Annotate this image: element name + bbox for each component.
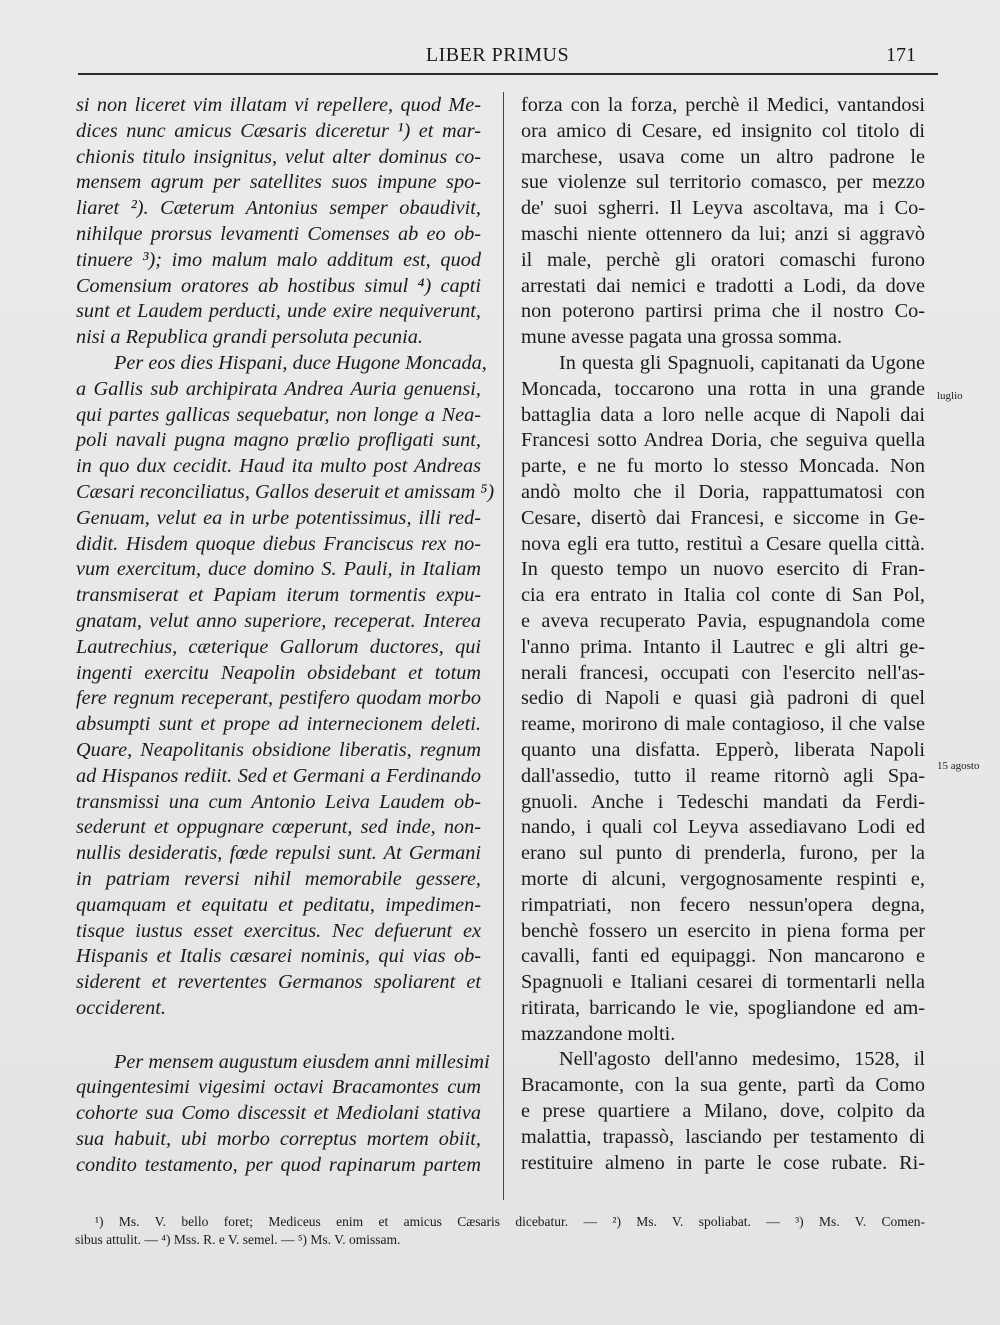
latin-line: sederunt et oppugnare cœperunt, sed inde, non- [76, 816, 481, 839]
running-title: LIBER PRIMUS [425, 44, 570, 66]
italian-line: Cesare, disertò dai Francesi, e siccome in Ge- [521, 506, 925, 529]
italian-line: Nell'agosto dell'anno medesimo, 1528, il [559, 1048, 925, 1071]
latin-line: si non liceret vim illatam vi repellere, quod Me- [76, 94, 481, 116]
italian-line: sue violenze sul territorio comasco, per mezzo [521, 171, 925, 194]
running-head [75, 44, 920, 70]
latin-line: vum exercitum, duce domino S. Pauli, in Italiam [76, 558, 481, 581]
latin-column [76, 93, 495, 1179]
italian-line: ritirata, barricando le vie, spogliandone ed am- [521, 996, 925, 1019]
latin-line: nihilque prorsus levamenti Comenses ab eo ob- [76, 222, 481, 245]
latin-line: fere regnum receperant, pestifero quodam morbo [76, 687, 481, 710]
italian-line: Moncada, toccarono una rotta in una grande [521, 377, 925, 400]
latin-line: ingenti exercitu Neapolin obsidebant et totum [76, 661, 481, 684]
italian-line: mune avesse pagata una grossa somma. [521, 326, 843, 349]
italian-line: ora amico di Cesare, ed insignito col titolo di [521, 119, 925, 142]
footnotes [75, 1213, 925, 1249]
latin-line: in patriam reversi nihil memorabile gessere, [76, 867, 481, 890]
italian-line: nando, i quali col Leyva assediavano Lodi ed [521, 816, 925, 839]
latin-line: quamquam et equitatu et peditatu, impedimen- [76, 893, 481, 916]
italian-line: dall'assedio, tutto il reame ritornò agli Spa- [521, 764, 925, 787]
paragraph-gap [76, 1022, 481, 1050]
latin-line: sua habuit, ubi morbo correptus mortem obiit, [76, 1128, 481, 1151]
italian-line: benchè fossero un esercito in piena forma per [521, 919, 925, 942]
italian-line: morte di alcuni, vergognosamente respinti e, [521, 867, 925, 890]
footnote-line: sibus attulit. — ⁴) Mss. R. e V. semel. — ⁵) Ms. V. omissam. [75, 1232, 401, 1247]
italian-line: erano sul punto di prenderla, furono, per la [521, 842, 925, 865]
italian-line: In questo tempo un nuovo esercito di Fran- [521, 558, 925, 581]
latin-line: tinuere ³); imo malum malo additum est, quod [76, 248, 481, 271]
page-number: 171 [886, 44, 916, 66]
latin-line: cohorte sua Como discessit et Mediolani stativa [76, 1102, 481, 1125]
latin-line: absumpti sunt et prope ad internecionem deleti. [76, 713, 481, 736]
italian-line: nerali francesi, occupati con l'esercito nell'as- [521, 661, 925, 684]
latin-line: Quare, Neapolitanis obsidione liberatis, regnum [76, 738, 481, 761]
italian-line: de' suoi sgherri. Il Leyva ascoltava, ma i Co- [521, 197, 925, 220]
latin-line: nisi a Republica grandi persoluta pecunia. [76, 326, 423, 349]
latin-line: gnatam, velut anno superiore, receperat. Interea [76, 609, 481, 632]
italian-line: restituire almeno in parte le cose rubate. Ri- [521, 1151, 925, 1174]
latin-line: chionis titulo insignitus, velut alter dominus co- [76, 145, 481, 168]
latin-line: qui partes gallicas sequebatur, non longe a Nea- [76, 403, 481, 426]
italian-line: cavalli, fanti ed equipaggi. Non mancarono e [521, 945, 925, 968]
italian-line: Bracamonte, con la sua gente, partì da Como [521, 1074, 925, 1097]
margin-note-agosto: 15 agosto [937, 760, 980, 772]
latin-line: a Gallis sub archipirata Andrea Auria genuensi, [76, 377, 481, 400]
latin-line: Comensium oratores ab hostibus simul ⁴) capti [76, 274, 481, 297]
italian-line: gnuoli. Anche i Tedeschi mandati da Ferdi- [521, 790, 925, 813]
latin-line: in quo dux cecidit. Haud ita multo post Andreas [76, 455, 481, 478]
latin-line: transmissi una cum Antonio Leiva Laudem ob- [76, 790, 481, 813]
italian-line: l'anno prima. Intanto il Lautrec e gli altri ge- [521, 635, 925, 658]
italian-line: In questa gli Spagnuoli, capitanati da Ugone [559, 351, 925, 374]
latin-line: siderent et revertentes Germanos spoliarent et [76, 971, 481, 994]
italian-column [521, 93, 925, 1176]
latin-line: tisque iustus esset exercitus. Nec defuerunt ex [76, 919, 481, 942]
italian-line: mazzandone molti. [521, 1022, 676, 1045]
latin-line: Lautrechius, cæterique Gallorum ductores, qui [76, 635, 481, 658]
latin-line: dices nunc amicus Cæsaris diceretur ¹) et mar- [76, 119, 481, 142]
latin-line: Hispanis et Italis cæsarei nominis, qui vias ob- [76, 945, 481, 968]
italian-line: quanto una disfatta. Epperò, liberata Napoli [521, 738, 925, 761]
italian-line: e aveva recuperato Pavia, espugnandola come [521, 609, 925, 632]
latin-line: ad Hispanos rediit. Sed et Germani a Ferdinando [76, 764, 481, 787]
italian-line: maschi niente ottennero da lui; anzi si aggravò [521, 222, 925, 245]
latin-line: occiderent. [76, 996, 166, 1019]
italian-line: marchese, usava come un altro padrone le [521, 145, 925, 168]
latin-line: Per eos dies Hispani, duce Hugone Moncada, [114, 351, 487, 374]
latin-line: Per mensem augustum eiusdem anni millesimi [114, 1050, 490, 1073]
latin-line: poli navali pugna magno prœlio profligati sunt, [76, 429, 481, 452]
margin-note-luglio: luglio [937, 390, 963, 402]
latin-line: liaret ²). Cæterum Antonius semper obaudivit, [76, 197, 481, 220]
latin-line: nullis desideratis, fœde repulsi sunt. At Germani [76, 842, 481, 865]
latin-line: mensem agrum per satellites suos impune spo- [76, 171, 481, 194]
italian-line: nova egli era tutto, restituì a Cesare quella città. [521, 532, 925, 555]
italian-line: parte, e ne fu morto lo stesso Moncada. Non [521, 455, 925, 478]
italian-line: Spagnuoli e Italiani cesarei di tormentarli nella [521, 971, 925, 994]
latin-line: quingentesimi vigesimi octavi Bracamontes cum [76, 1076, 481, 1099]
italian-line: andò molto che il Doria, rappattumatosi con [521, 480, 925, 503]
footnote-line: ¹) Ms. V. bello foret; Mediceus enim et amicus Cæsaris dicebatur. — ²) Ms. V. spoliabat. — ³) Ms. V. Comen- [95, 1214, 925, 1229]
latin-line: condito testamento, per quod rapinarum partem [76, 1153, 481, 1176]
italian-line: non poterono partirsi prima che il nostro Co- [521, 300, 925, 323]
italian-line: forza con la forza, perchè il Medici, vantandosi [521, 94, 925, 116]
latin-line: transmiserat et Papiam iterum tormentis expu- [76, 584, 481, 607]
italian-line: cia era entrato in Italia col conte di San Pol, [521, 584, 925, 607]
latin-line: Cæsari reconciliatus, Gallos deseruit et amissam ⁵) [76, 480, 495, 503]
italian-line: sedio di Napoli e quasi già padroni di quel [521, 687, 925, 710]
italian-line: rimpatriati, non fecero nessun'opera degna, [521, 893, 925, 916]
italian-line: e prese quartiere a Milano, dove, colpito da [521, 1100, 925, 1123]
italian-line: arrestati dai nemici e tradotti a Lodi, da dove [521, 274, 925, 297]
italian-line: malattia, trapassò, lasciando per testamento di [521, 1125, 925, 1148]
column-divider [503, 92, 504, 1200]
italian-line: Francesi sotto Andrea Doria, che seguiva quella [521, 429, 925, 452]
italian-line: battaglia data a loro nelle acque di Napoli dai [521, 403, 925, 426]
header-rule [78, 73, 938, 75]
italian-line: il male, perchè gli oratori comaschi furono [521, 248, 925, 271]
latin-line: didit. Hisdem quoque diebus Franciscus rex no- [76, 532, 481, 555]
latin-line: sunt et Laudem perducti, unde exire nequiverunt, [76, 300, 481, 323]
latin-line: Genuam, velut ea in urbe potentissimus, illi red- [76, 506, 481, 529]
italian-line: reame, morirono di male contagioso, il che valse [521, 713, 925, 736]
